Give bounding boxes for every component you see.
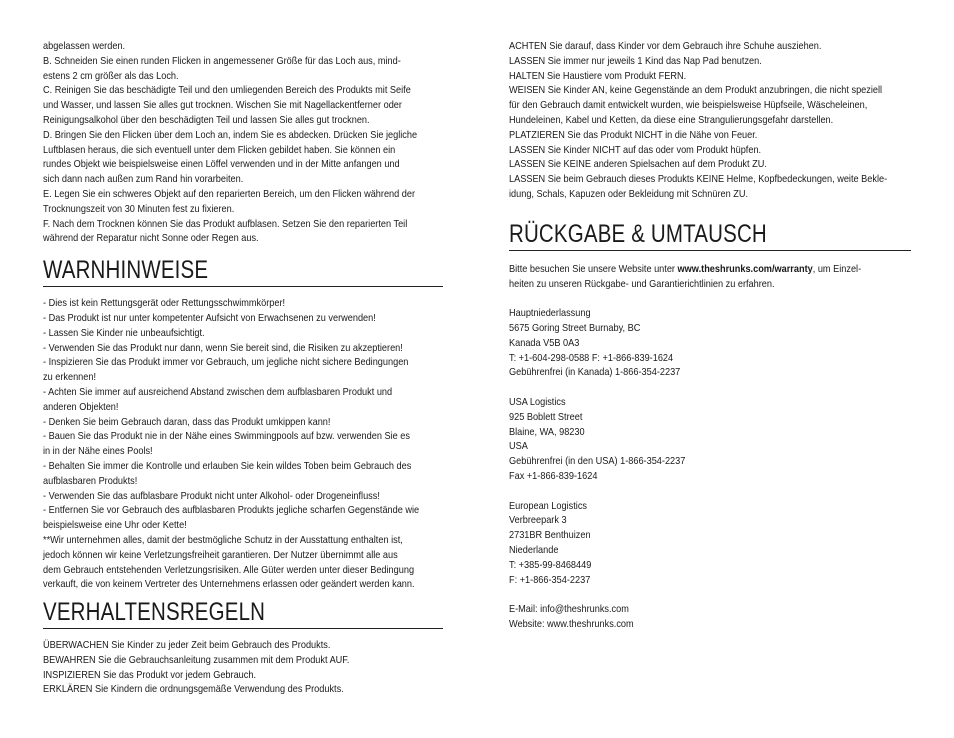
warning-line: zu erkennen! (43, 372, 97, 384)
warning-line: - Denken Sie beim Gebrauch daran, dass das Produkt umkippen kann! (43, 416, 331, 428)
disclaimer-line: **Wir unternehmen alles, damit der bestmögliche Schutz in der Ausstattung enthalten ist, (43, 534, 403, 546)
address-line: 2731BR Benthuizen (509, 530, 591, 542)
text-line: C. Reinigen Sie das beschädigte Teil und den umliegenden Bereich des Produkts mit Seife (43, 85, 411, 97)
text-line: Trocknungszeit von 30 Minuten fest zu fixieren. (43, 203, 235, 215)
rule-line: ERKLÄREN Sie Kindern die ordnungsgemäße Verwendung des Produkts. (43, 684, 344, 696)
address-line: Hauptniederlassung (509, 308, 591, 320)
address-line: 925 Boblett Street (509, 411, 583, 423)
european-logistics-address (509, 500, 911, 589)
warning-line: anderen Objekten! (43, 401, 119, 413)
repair-instructions (43, 40, 445, 247)
rule-line: ÜBERWACHEN Sie Kinder zu jeder Zeit beim Gebrauch des Produkts. (43, 640, 331, 652)
address-line: Gebührenfrei (in Kanada) 1-866-354-2237 (509, 367, 681, 379)
address-line: USA (509, 441, 528, 453)
rule-line: LASSEN Sie beim Gebrauch dieses Produkts KEINE Helme, Kopfbedeckungen, weite Bekle- (509, 174, 888, 186)
address-line: Fax +1-866-839-1624 (509, 470, 598, 482)
returns-section (509, 219, 911, 633)
text-line: rundes Objekt wie beispielsweise einen Löffel verwenden und in der Mitte anfangen und (43, 159, 400, 171)
text-line: E. Legen Sie ein schweres Objekt auf den reparierten Bereich, um den Flicken während der (43, 188, 416, 200)
spacer (509, 292, 911, 307)
conduct-rules-continued (509, 40, 911, 203)
spacer (509, 381, 911, 396)
left-column (43, 40, 445, 698)
returns-intro (509, 263, 871, 278)
rule-line: ACHTEN Sie darauf, dass Kinder vor dem Gebrauch ihre Schuhe ausziehen. (509, 41, 822, 52)
address-line: 5675 Goring Street Burnaby, BC (509, 322, 641, 334)
rule-line: idung, Schals, Kapuzen oder Bekleidung mit Schnüren ZU. (509, 188, 749, 200)
text-line: und Wasser, und lassen Sie alles gut trocknen. Wischen Sie mit Nagellackentferner oder (43, 100, 402, 112)
usa-logistics-address (509, 396, 911, 485)
warning-line: - Behalten Sie immer die Kontrolle und erlauben Sie kein wildes Toben beim Gebrauch des (43, 460, 412, 472)
returns-heading: RÜCKGABE & UMTAUSCH (509, 219, 767, 248)
heading-rule (509, 250, 911, 251)
address-line: T: +385-99-8468449 (509, 559, 592, 571)
rule-line: LASSEN Sie Kinder NICHT auf das oder vom Produkt hüpfen. (509, 144, 762, 156)
warning-line: - Lassen Sie Kinder nie unbeaufsichtigt. (43, 327, 205, 339)
warnings-section (43, 255, 445, 593)
address-line: Verbreepark 3 (509, 515, 567, 527)
text-line: D. Bringen Sie den Flicken über dem Loch an, indem Sie es abdecken. Drücken Sie jegliche (43, 129, 418, 141)
contact-info (509, 603, 911, 633)
text-line: Reinigungsalkohol über den beschädigten Teil und lassen Sie alles gut trocknen. (43, 114, 370, 126)
text-line: F. Nach dem Trocknen können Sie das Produkt aufblasen. Setzen Sie den reparierten Teil (43, 218, 408, 230)
warning-line: - Inspizieren Sie das Produkt immer vor Gebrauch, um jegliche nicht sichere Bedingungen (43, 357, 409, 369)
text-line: B. Schneiden Sie einen runden Flicken in angemessener Größe für das Loch aus, mind- (43, 55, 401, 67)
rule-line: WEISEN Sie Kinder AN, keine Gegenstände an dem Produkt anzubringen, die nicht speziell (509, 85, 883, 97)
spacer (509, 588, 911, 603)
conduct-rules-section (43, 597, 445, 698)
address-line: F: +1-866-354-2237 (509, 574, 591, 586)
warranty-link[interactable]: www.theshrunks.com/warranty (677, 263, 813, 275)
email-line[interactable]: E-Mail: info@theshrunks.com (509, 604, 629, 616)
warnings-heading: WARNHINWEISE (43, 256, 209, 285)
rule-line: Hundeleinen, Kabel und Ketten, da diese eine Strangulierungsgefahr darstellen. (509, 114, 834, 126)
heading-rule (43, 286, 443, 287)
rule-line: PLATZIEREN Sie das Produkt NICHT in die Nähe von Feuer. (509, 129, 758, 141)
right-column (509, 40, 911, 633)
text-line: Luftblasen heraus, die sich eventuell unter dem Flicken gebildet haben. Sie können ein (43, 144, 396, 156)
disclaimer-line: dem Gebrauch entstehenden Verletzungsrisiken. Alle Güter werden unter dieser Bedingung (43, 564, 415, 576)
returns-intro-text: Bitte besuchen Sie unsere Website unter (509, 263, 678, 275)
disclaimer-line: verkauft, die von keinem Vertreter des Unternehmens erlassen oder geändert werden kann. (43, 579, 415, 591)
rule-line: für den Gebrauch damit entwickelt wurden, wie beispielsweise Hüpfseile, Wäscheleinen, (509, 100, 868, 112)
address-line: Kanada V5B 0A3 (509, 337, 580, 349)
returns-intro-text: , um Einzel- (812, 263, 862, 275)
rule-line: HALTEN Sie Haustiere vom Produkt FERN. (509, 70, 687, 82)
rule-line: INSPIZIEREN Sie das Produkt vor jedem Gebrauch. (43, 669, 257, 681)
headquarters-address (509, 307, 911, 381)
warning-line: - Dies ist kein Rettungsgerät oder Rettungsschwimmkörper! (43, 298, 286, 310)
warning-line: beispielsweise eine Uhr oder Kette! (43, 520, 187, 532)
warning-line: - Verwenden Sie das aufblasbare Produkt nicht unter Alkohol- oder Drogeneinfluss! (43, 490, 380, 502)
address-line: European Logistics (509, 500, 587, 512)
returns-intro: heiten zu unseren Rückgabe- und Garantierichtlinien zu erfahren. (509, 278, 775, 290)
text-line: während der Reparatur nicht Sonne oder Regen aus. (43, 233, 259, 245)
rule-line: LASSEN Sie KEINE anderen Spielsachen auf dem Produkt ZU. (509, 159, 767, 171)
text-line: estens 2 cm größer als das Loch. (43, 70, 179, 82)
address-line: Blaine, WA, 98230 (509, 426, 585, 438)
heading-rule (43, 628, 443, 629)
conduct-rules-heading: VERHALTENSREGELN (43, 598, 266, 627)
warning-line: - Achten Sie immer auf ausreichend Abstand zwischen dem aufblasbaren Produkt und (43, 386, 393, 398)
rule-line: LASSEN Sie immer nur jeweils 1 Kind das Nap Pad benutzen. (509, 55, 762, 67)
address-line: Niederlande (509, 544, 559, 556)
text-line: sich dann nach außen zum Rand hin vorarbeiten. (43, 174, 244, 186)
warning-line: - Verwenden Sie das Produkt nur dann, wenn Sie bereit sind, die Risiken zu akzeptieren! (43, 342, 403, 354)
warning-line: - Bauen Sie das Produkt nie in der Nähe eines Swimmingpools auf bzw. verwenden Sie es (43, 431, 410, 443)
disclaimer-line: jedoch können wir keine Verletzungsfreiheit garantieren. Der Nutzer übernimmt alle aus (43, 549, 398, 561)
address-line: T: +1-604-298-0588 F: +1-866-839-1624 (509, 352, 674, 364)
warning-line: - Das Produkt ist nur unter kompetenter Aufsicht von Erwachsenen zu verwenden! (43, 312, 376, 324)
spacer (509, 485, 911, 500)
address-line: USA Logistics (509, 396, 566, 408)
text-line: abgelassen werden. (43, 41, 126, 52)
warning-line: aufblasbaren Produkts! (43, 475, 138, 487)
address-line: Gebührenfrei (in den USA) 1-866-354-2237 (509, 456, 686, 468)
warning-line: in in der Nähe eines Pools! (43, 446, 153, 458)
website-line[interactable]: Website: www.theshrunks.com (509, 618, 634, 630)
rule-line: BEWAHREN Sie die Gebrauchsanleitung zusammen mit dem Produkt AUF. (43, 654, 350, 666)
warning-line: - Entfernen Sie vor Gebrauch des aufblasbaren Produkts jegliche scharfen Gegenstände wie (43, 505, 420, 517)
